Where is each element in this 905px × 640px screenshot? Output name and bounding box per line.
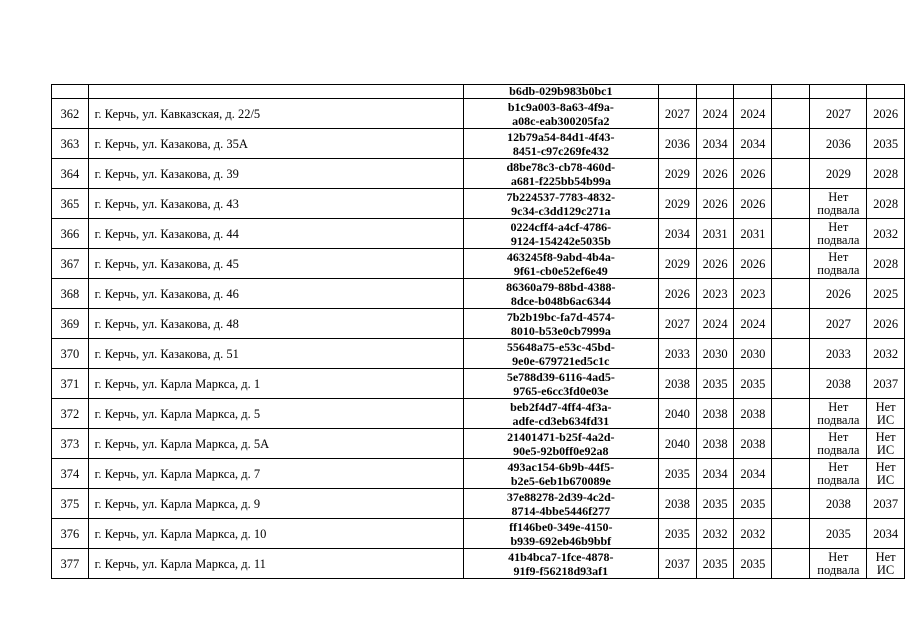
year-cell: 2023 (734, 279, 772, 309)
is-year-cell: 2032 (867, 219, 905, 249)
year-cell: 2026 (696, 159, 734, 189)
year-cell: 2029 (658, 249, 696, 279)
table-row (52, 399, 905, 429)
address-cell: г. Керчь, ул. Карла Маркса, д. 11 (88, 549, 463, 579)
is-year-cell: Нет ИС (867, 459, 905, 489)
row-number: 373 (52, 429, 89, 459)
row-number: 370 (52, 339, 89, 369)
year-cell: 2026 (696, 249, 734, 279)
guid-cell: b1c9a003-8a63-4f9a- a08c-eab300205fa2 (463, 99, 658, 129)
address-cell: г. Керчь, ул. Казакова, д. 51 (88, 339, 463, 369)
address-cell: г. Керчь, ул. Казакова, д. 35А (88, 129, 463, 159)
year-cell: 2023 (696, 279, 734, 309)
basement-year-cell: 2026 (810, 279, 867, 309)
is-year-cell: 2035 (867, 129, 905, 159)
year-cell (772, 159, 810, 189)
guid-cell: 21401471-b25f-4a2d- 90e5-92b0ff0e92a8 (463, 429, 658, 459)
address-cell: г. Керчь, ул. Карла Маркса, д. 7 (88, 459, 463, 489)
basement-year-cell: 2027 (810, 309, 867, 339)
year-cell: 2040 (658, 429, 696, 459)
year-cell: 2038 (696, 399, 734, 429)
year-cell: 2030 (696, 339, 734, 369)
year-cell: 2038 (734, 429, 772, 459)
row-number: 364 (52, 159, 89, 189)
year-cell: 2024 (734, 309, 772, 339)
table-row (52, 309, 905, 339)
table-row-continued (52, 85, 905, 99)
year-cell: 2033 (658, 339, 696, 369)
table-row (52, 459, 905, 489)
row-number: 362 (52, 99, 89, 129)
address-cell: г. Керчь, ул. Карла Маркса, д. 5 (88, 399, 463, 429)
housing-table (51, 84, 905, 579)
year-cell: 2026 (734, 249, 772, 279)
year-cell: 2027 (658, 99, 696, 129)
row-number: 367 (52, 249, 89, 279)
year-cell: 2038 (658, 369, 696, 399)
year-cell (772, 219, 810, 249)
address-cell: г. Керчь, ул. Казакова, д. 44 (88, 219, 463, 249)
guid-cell: b6db-029b983b0bc1 (463, 85, 658, 99)
guid-cell: beb2f4d7-4ff4-4f3a- adfe-cd3eb634fd31 (463, 399, 658, 429)
is-year-cell: 2028 (867, 249, 905, 279)
table-row (52, 159, 905, 189)
year-cell: 2035 (734, 489, 772, 519)
is-year-cell: 2032 (867, 339, 905, 369)
year-cell: 2040 (658, 399, 696, 429)
year-cell: 2024 (696, 309, 734, 339)
basement-year-cell: Нет подвала (810, 219, 867, 249)
is-year-cell: 2028 (867, 189, 905, 219)
guid-cell: 463245f8-9abd-4b4a- 9f61-cb0e52ef6e49 (463, 249, 658, 279)
year-cell: 2031 (734, 219, 772, 249)
year-cell (772, 99, 810, 129)
row-number: 376 (52, 519, 89, 549)
row-number: 377 (52, 549, 89, 579)
table-row (52, 549, 905, 579)
guid-cell: 12b79a54-84d1-4f43- 8451-c97c269fe432 (463, 129, 658, 159)
year-cell: 2034 (658, 219, 696, 249)
year-cell: 2037 (658, 549, 696, 579)
table-row (52, 249, 905, 279)
year-cell: 2036 (658, 129, 696, 159)
year-cell: 2026 (696, 189, 734, 219)
year-cell (772, 429, 810, 459)
table-row (52, 189, 905, 219)
row-number: 374 (52, 459, 89, 489)
row-number: 369 (52, 309, 89, 339)
year-cell: 2038 (658, 489, 696, 519)
year-cell (772, 399, 810, 429)
basement-year-cell: 2036 (810, 129, 867, 159)
year-cell: 2032 (696, 519, 734, 549)
row-number: 371 (52, 369, 89, 399)
basement-year-cell: Нет подвала (810, 549, 867, 579)
address-cell: г. Керчь, ул. Карла Маркса, д. 9 (88, 489, 463, 519)
year-cell: 2034 (734, 459, 772, 489)
is-year-cell: 2037 (867, 369, 905, 399)
year-cell: 2029 (658, 159, 696, 189)
guid-cell: 0224cff4-a4cf-4786- 9124-154242e5035b (463, 219, 658, 249)
basement-year-cell: Нет подвала (810, 399, 867, 429)
guid-cell: 7b224537-7783-4832- 9c34-c3dd129c271a (463, 189, 658, 219)
basement-year-cell: 2029 (810, 159, 867, 189)
address-cell: г. Керчь, ул. Казакова, д. 39 (88, 159, 463, 189)
address-cell: г. Керчь, ул. Казакова, д. 46 (88, 279, 463, 309)
year-cell: 2026 (734, 189, 772, 219)
table-row (52, 429, 905, 459)
year-cell: 2038 (696, 429, 734, 459)
year-cell: 2034 (734, 129, 772, 159)
basement-year-cell: 2035 (810, 519, 867, 549)
year-cell: 2035 (658, 519, 696, 549)
year-cell: 2024 (696, 99, 734, 129)
address-cell: г. Керчь, ул. Казакова, д. 43 (88, 189, 463, 219)
guid-cell: 41b4bca7-1fce-4878- 91f9-f56218d93af1 (463, 549, 658, 579)
year-cell (772, 129, 810, 159)
is-year-cell: 2028 (867, 159, 905, 189)
is-year-cell: 2034 (867, 519, 905, 549)
address-cell: г. Керчь, ул. Карла Маркса, д. 10 (88, 519, 463, 549)
year-cell (772, 279, 810, 309)
year-cell: 2026 (734, 159, 772, 189)
year-cell (772, 549, 810, 579)
table-row (52, 369, 905, 399)
basement-year-cell: 2038 (810, 489, 867, 519)
year-cell: 2031 (696, 219, 734, 249)
year-cell: 2035 (734, 549, 772, 579)
table-row (52, 129, 905, 159)
address-cell: г. Керчь, ул. Казакова, д. 48 (88, 309, 463, 339)
is-year-cell: 2025 (867, 279, 905, 309)
row-number: 375 (52, 489, 89, 519)
guid-cell: 86360a79-88bd-4388- 8dce-b048b6ac6344 (463, 279, 658, 309)
year-cell: 2034 (696, 129, 734, 159)
year-cell (772, 189, 810, 219)
table-row (52, 519, 905, 549)
guid-cell: d8be78c3-cb78-460d- a681-f225bb54b99a (463, 159, 658, 189)
address-cell: г. Керчь, ул. Кавказская, д. 22/5 (88, 99, 463, 129)
is-year-cell: 2026 (867, 309, 905, 339)
row-number: 372 (52, 399, 89, 429)
table-row (52, 339, 905, 369)
year-cell (772, 309, 810, 339)
year-cell: 2029 (658, 189, 696, 219)
is-year-cell: Нет ИС (867, 399, 905, 429)
table-row (52, 279, 905, 309)
guid-cell: 493ac154-6b9b-44f5- b2e5-6eb1b670089e (463, 459, 658, 489)
basement-year-cell: 2033 (810, 339, 867, 369)
year-cell: 2035 (658, 459, 696, 489)
guid-cell: 55648a75-e53c-45bd- 9e0e-679721ed5c1c (463, 339, 658, 369)
is-year-cell: Нет ИС (867, 429, 905, 459)
year-cell: 2035 (696, 369, 734, 399)
guid-cell: 37e88278-2d39-4c2d- 8714-4bbe5446f277 (463, 489, 658, 519)
year-cell (772, 519, 810, 549)
guid-cell: ff146be0-349e-4150- b939-692eb46b9bbf (463, 519, 658, 549)
address-cell: г. Керчь, ул. Карла Маркса, д. 1 (88, 369, 463, 399)
address-cell: г. Керчь, ул. Карла Маркса, д. 5А (88, 429, 463, 459)
row-number: 368 (52, 279, 89, 309)
row-number: 363 (52, 129, 89, 159)
year-cell (772, 459, 810, 489)
year-cell (772, 249, 810, 279)
guid-cell: 7b2b19bc-fa7d-4574- 8010-b53e0cb7999a (463, 309, 658, 339)
is-year-cell: 2026 (867, 99, 905, 129)
basement-year-cell: Нет подвала (810, 189, 867, 219)
year-cell: 2035 (734, 369, 772, 399)
basement-year-cell: 2038 (810, 369, 867, 399)
table-row (52, 219, 905, 249)
row-number: 365 (52, 189, 89, 219)
is-year-cell: Нет ИС (867, 549, 905, 579)
year-cell: 2027 (658, 309, 696, 339)
year-cell (772, 369, 810, 399)
year-cell: 2038 (734, 399, 772, 429)
basement-year-cell: Нет подвала (810, 459, 867, 489)
year-cell: 2032 (734, 519, 772, 549)
year-cell: 2024 (734, 99, 772, 129)
year-cell: 2035 (696, 489, 734, 519)
year-cell (772, 489, 810, 519)
table-row (52, 99, 905, 129)
is-year-cell: 2037 (867, 489, 905, 519)
row-number: 366 (52, 219, 89, 249)
basement-year-cell: 2027 (810, 99, 867, 129)
year-cell: 2034 (696, 459, 734, 489)
year-cell: 2030 (734, 339, 772, 369)
basement-year-cell: Нет подвала (810, 249, 867, 279)
address-cell: г. Керчь, ул. Казакова, д. 45 (88, 249, 463, 279)
year-cell (772, 339, 810, 369)
year-cell: 2035 (696, 549, 734, 579)
guid-cell: 5e788d39-6116-4ad5- 9765-e6cc3fd0e03e (463, 369, 658, 399)
basement-year-cell: Нет подвала (810, 429, 867, 459)
year-cell: 2026 (658, 279, 696, 309)
table-row (52, 489, 905, 519)
